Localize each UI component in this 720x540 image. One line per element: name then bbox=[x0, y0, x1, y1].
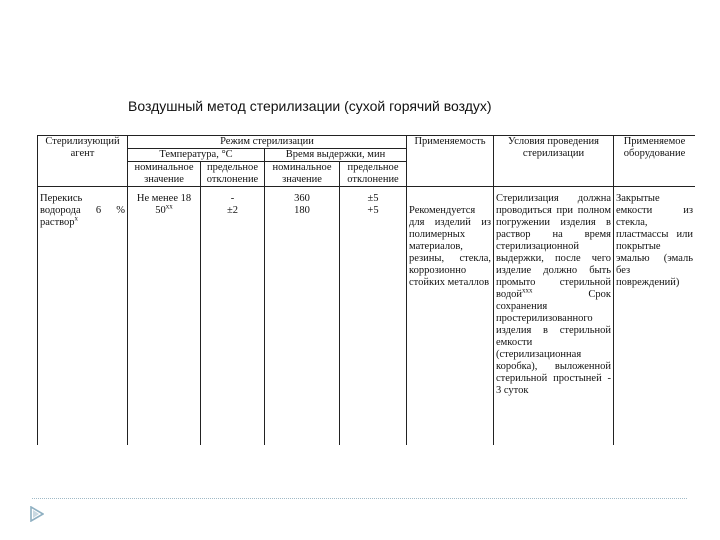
cell-temp-nominal bbox=[128, 187, 201, 446]
time-limit-value-2: +5 bbox=[367, 205, 379, 216]
temp-limit-value-2: ±2 bbox=[226, 205, 238, 216]
header-nominal-time: номинальное значение bbox=[265, 162, 340, 187]
agent-footnote-mark: x bbox=[74, 214, 79, 223]
header-limit-temperature: предельное отклонение bbox=[201, 162, 265, 187]
cell-applicability: Рекомендуется для изделий из полимерных материалов, резины, стекла, коррозионно стойких металлов bbox=[407, 187, 494, 446]
time-nominal-value-2: 180 bbox=[294, 205, 310, 216]
agent-text: Перекись водорода 6 % раствор bbox=[40, 193, 125, 228]
temp-footnote-mark: xx bbox=[165, 202, 173, 211]
header-exposure: Время выдержки, мин bbox=[265, 149, 407, 162]
cell-temp-limit bbox=[201, 187, 265, 446]
header-mode: Режим стерилизации bbox=[128, 136, 407, 149]
header-agent: Стерилизующий агент bbox=[38, 136, 128, 187]
header-equipment: Применяемое оборудование bbox=[614, 136, 696, 187]
header-row-1 bbox=[38, 136, 696, 149]
footer-divider bbox=[32, 498, 687, 499]
cell-time-nominal bbox=[265, 187, 340, 446]
time-nominal-value-1: 360 bbox=[294, 193, 310, 204]
temp-limit-value-1: - bbox=[230, 193, 235, 204]
temp-nominal-value-2 bbox=[130, 202, 198, 217]
time-limit-value-1: ±5 bbox=[367, 193, 379, 204]
conditions-footnote-mark: xxx bbox=[522, 286, 533, 295]
conditions-text-a: Стерилизация должна проводиться при полном погружении изделия в раствор на время стерилизационной выдержки, после чего изделие должно быть промыто стерильной водой bbox=[496, 193, 611, 300]
table-row bbox=[38, 187, 696, 446]
play-arrow-icon[interactable] bbox=[30, 506, 44, 522]
cell-time-limit bbox=[340, 187, 407, 446]
scanned-table-region bbox=[37, 135, 695, 445]
header-applicability: Применяемость bbox=[407, 136, 494, 187]
conditions-text-b: Срок сохранения простерилизованного изделия в стерильной емкости (стерилизационная коробка), выложенной стерильной простыней - 3 суток bbox=[496, 289, 611, 396]
temp-nominal-2-number: 50 bbox=[155, 205, 166, 216]
cell-agent bbox=[38, 187, 128, 446]
header-conditions: Условия проведения стерилизации bbox=[494, 136, 614, 187]
slide-title: Воздушный метод стерилизации (сухой горячий воздух) bbox=[128, 98, 492, 114]
header-temperature: Температура, °С bbox=[128, 149, 265, 162]
cell-conditions bbox=[494, 187, 614, 446]
header-limit-time: предельное отклонение bbox=[340, 162, 407, 187]
temp-nominal-value-1: Не менее 18 bbox=[136, 193, 192, 204]
header-nominal-temperature: номинальное значение bbox=[128, 162, 201, 187]
cell-equipment: Закрытые емкости из стекла, пластмассы или покрытые эмалью (эмаль без повреждений) bbox=[614, 187, 696, 446]
sterilization-table bbox=[37, 135, 695, 445]
